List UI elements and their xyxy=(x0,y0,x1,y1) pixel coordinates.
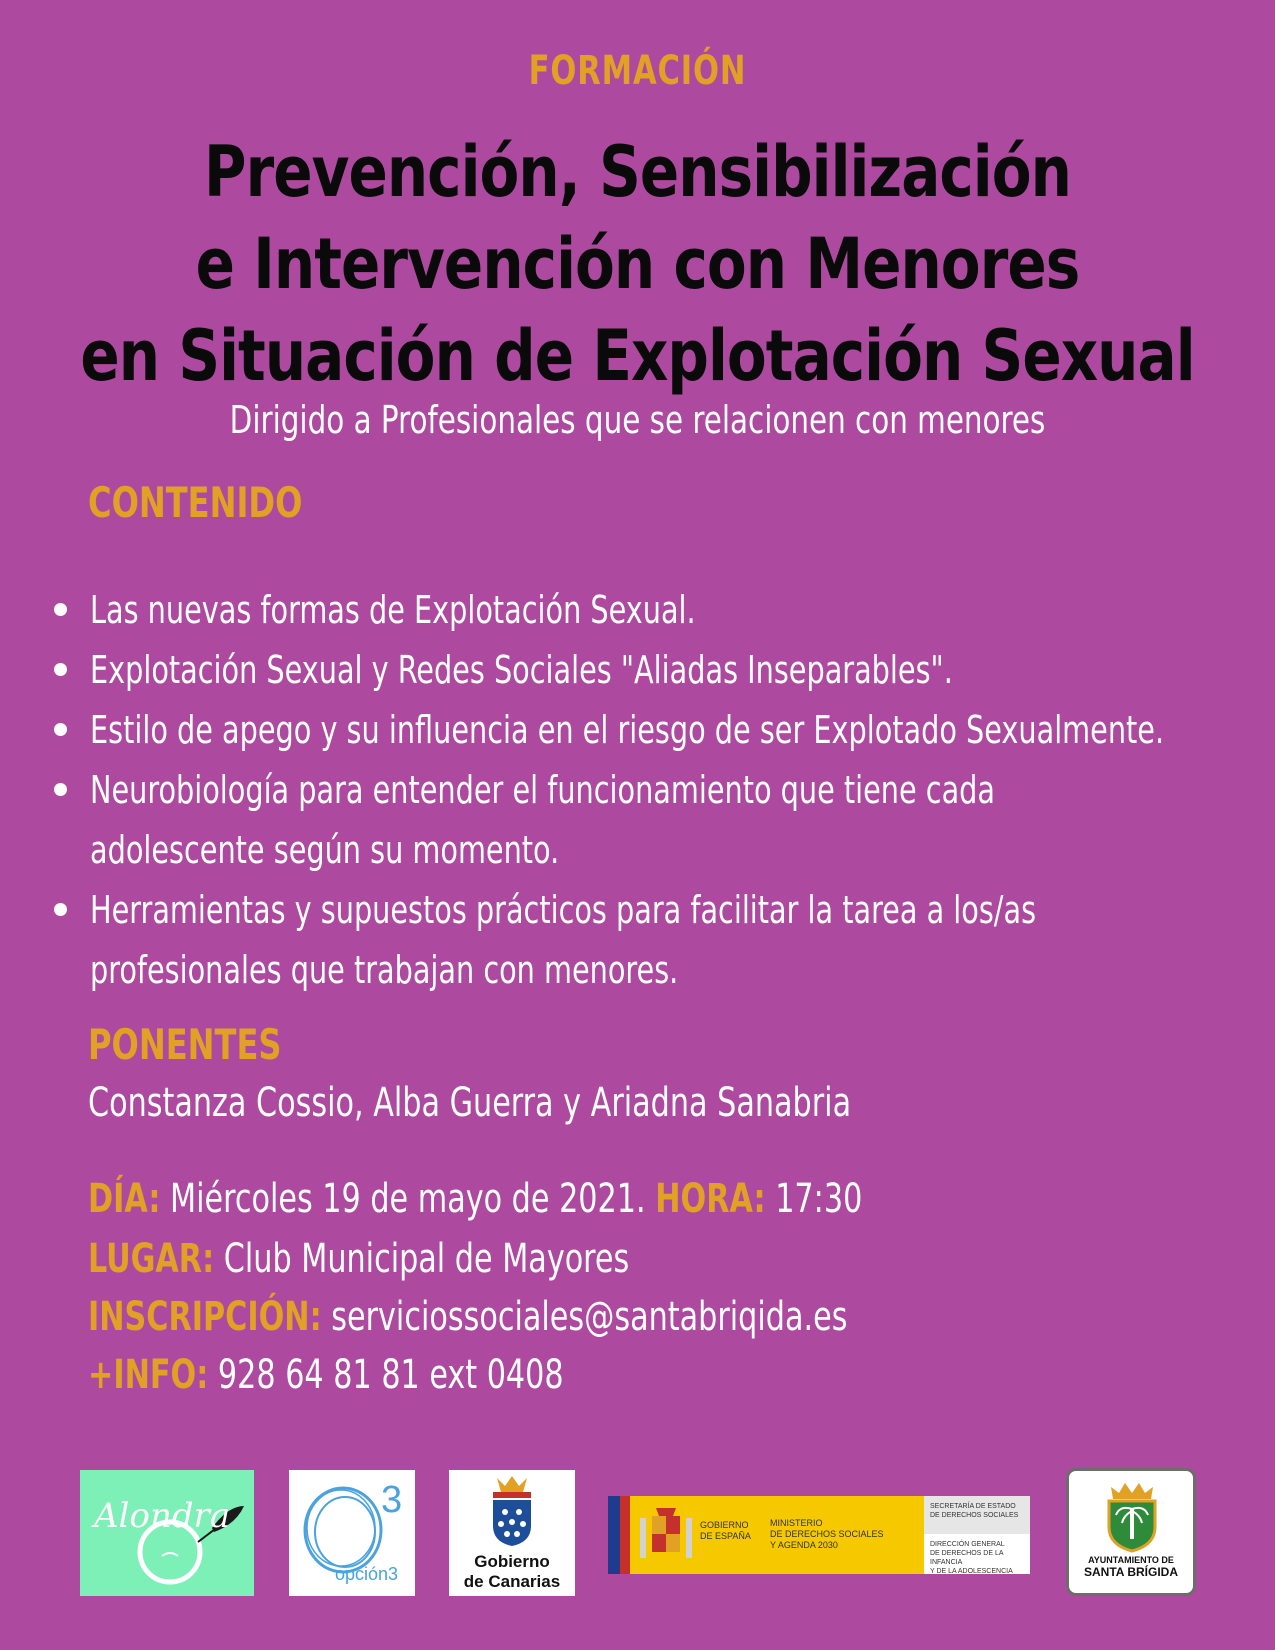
info-row xyxy=(88,1352,564,1398)
alondra-logo xyxy=(80,1470,254,1596)
secretaria-text xyxy=(924,1496,1030,1520)
alondra-wordmark: Alondra xyxy=(94,1496,231,1536)
canarias-line: Gobierno xyxy=(474,1552,550,1571)
canarias-wordmark xyxy=(449,1552,575,1592)
title-line: en Situación de Explotación Sexual xyxy=(80,315,1195,397)
spain-coat-of-arms-icon xyxy=(638,1506,694,1564)
list-item-text: Herramientas y supuestos prácticos para facilitar la tarea a los/as xyxy=(90,888,1037,932)
ponentes-names: Constanza Cossio, Alba Guerra y Ariadna Sanabria xyxy=(88,1080,852,1126)
title-line: e Intervención con Menores xyxy=(195,223,1080,305)
gobierno-espana-text: GOBIERNO DE ESPAÑA xyxy=(700,1520,751,1541)
bullet-icon xyxy=(54,603,67,616)
gobierno-canarias-logo xyxy=(449,1470,575,1596)
list-item-text: Neurobiología para entender el funcionamiento que tiene cada xyxy=(90,768,996,812)
bullet-icon xyxy=(54,903,67,916)
list-item-text: adolescente según su momento. xyxy=(90,828,560,872)
list-item-continuation xyxy=(54,820,1254,880)
list-item xyxy=(54,760,1254,820)
eu-flag-strip xyxy=(608,1496,620,1574)
contenido-list xyxy=(54,580,1254,1000)
hora-value: 17:30 xyxy=(775,1176,863,1222)
list-item-text: Las nuevas formas de Explotación Sexual. xyxy=(90,588,696,632)
opcion3-logo xyxy=(289,1470,415,1596)
secretaria-box xyxy=(924,1496,1030,1534)
bullet-icon xyxy=(54,783,67,796)
list-item xyxy=(54,580,1254,640)
canarias-line: de Canarias xyxy=(463,1572,561,1591)
sponsor-logos xyxy=(0,1466,1275,1596)
santa-line: AYUNTAMIENTO DE xyxy=(1088,1555,1174,1565)
lugar-label: LUGAR: xyxy=(88,1236,215,1282)
santa-brigida-crest-icon xyxy=(1103,1479,1161,1553)
opcion3-wordmark: opción3 xyxy=(335,1564,399,1584)
hora-label: HORA: xyxy=(655,1176,766,1222)
info-label: +INFO: xyxy=(88,1352,209,1398)
bullet-icon xyxy=(54,723,67,736)
ayuntamiento-santa-brigida-logo xyxy=(1066,1468,1196,1596)
inscripcion-email[interactable]: serviciossociales@santabriqida.es xyxy=(331,1294,848,1340)
gobierno-espana-logo xyxy=(608,1496,1030,1574)
inscripcion-label: INSCRIPCIÓN: xyxy=(88,1294,322,1340)
ponentes-heading: PONENTES xyxy=(88,1020,282,1069)
list-item-text: profesionales que trabajan con menores. xyxy=(90,948,679,992)
svg-text:3: 3 xyxy=(381,1479,403,1521)
title-line: Prevención, Sensibilización xyxy=(204,131,1071,213)
list-item-text: Estilo de apego y su influencia en el riesgo de ser Explotado Sexualmente. xyxy=(90,708,1165,752)
ministerio-line: DE DERECHOS SOCIALES xyxy=(770,1529,884,1539)
subtitle: Dirigido a Profesionales que se relacionen con menores xyxy=(229,398,1046,442)
santa-line: SANTA BRÍGIDA xyxy=(1084,1565,1178,1579)
dia-row xyxy=(88,1176,862,1222)
direccion-line: DE DERECHOS DE LA INFANCIA xyxy=(930,1550,1004,1566)
list-item xyxy=(54,700,1254,760)
inscripcion-row xyxy=(88,1294,847,1340)
flag-red-strip xyxy=(620,1496,630,1574)
ministerio-line: Y AGENDA 2030 xyxy=(770,1540,838,1550)
canarias-crest-icon xyxy=(449,1470,575,1550)
list-item-text: Explotación Sexual y Redes Sociales "Aliadas Inseparables". xyxy=(90,648,953,692)
list-item-continuation xyxy=(54,940,1254,1000)
list-item xyxy=(54,880,1254,940)
dia-value: Miércoles 19 de mayo de 2021. xyxy=(170,1176,646,1222)
lugar-row xyxy=(88,1236,629,1282)
direccion-line: Y DE LA ADOLESCENCIA xyxy=(930,1568,1013,1575)
dia-label: DÍA: xyxy=(88,1176,161,1222)
contenido-heading: CONTENIDO xyxy=(88,478,303,527)
page-title xyxy=(0,126,1275,402)
lugar-value: Club Municipal de Mayores xyxy=(223,1236,630,1282)
ministerio-text xyxy=(770,1518,920,1551)
direccion-line: DIRECCIÓN GENERAL xyxy=(930,1541,1005,1548)
direccion-text xyxy=(930,1540,1030,1576)
secretaria-line: SECRETARÍA DE ESTADO xyxy=(930,1503,1016,1510)
secretaria-line: DE DERECHOS SOCIALES xyxy=(930,1512,1019,1519)
kicker-label: FORMACIÓN xyxy=(528,48,747,94)
bullet-icon xyxy=(54,663,67,676)
santa-brigida-wordmark xyxy=(1069,1555,1193,1579)
list-item xyxy=(54,640,1254,700)
ministerio-line: MINISTERIO xyxy=(770,1518,823,1528)
info-phone: 928 64 81 81 ext 0408 xyxy=(217,1352,564,1398)
